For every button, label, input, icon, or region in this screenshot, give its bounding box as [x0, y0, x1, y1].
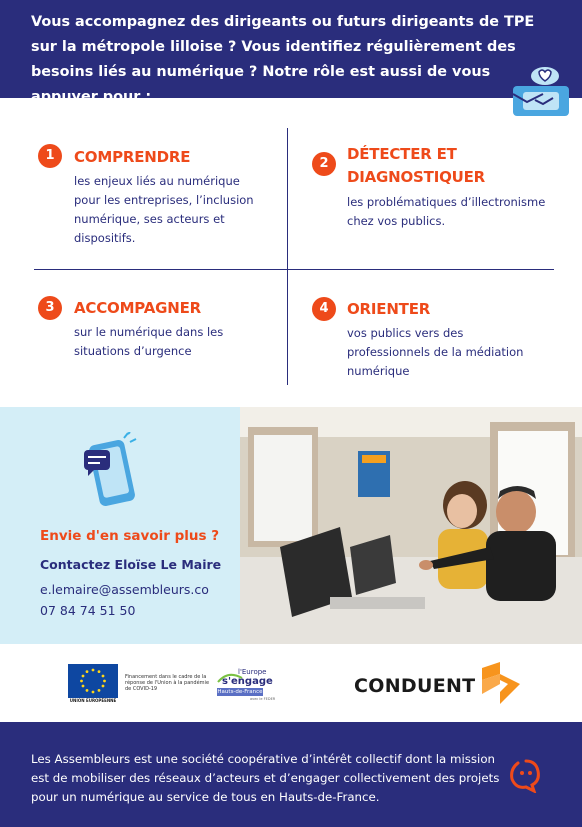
- step-title: ACCOMPAGNER: [74, 299, 201, 317]
- smartphone-chat-icon: [78, 432, 148, 512]
- engage-mid-text: s'engage: [222, 676, 273, 687]
- eu-flag-logo: [68, 664, 118, 698]
- eu-funding-text: Financement dans le cadre de la réponse de l'Union à la pandémie de COVID-19: [125, 674, 210, 692]
- step-text: vos publics vers des professionnels de la médiation numérique: [347, 326, 524, 378]
- office-photo: [240, 407, 582, 644]
- intro-text: Vous accompagnez des dirigeants ou futurs dirigeants de TPE sur la métropole lilloise ? Vous identifiez régulièrement des besoins liés au numérique ? Notre rôle est aussi de vous appuyer pour :: [31, 14, 535, 105]
- engage-top-text: l'Europe: [238, 668, 267, 676]
- step-title-line1: DÉTECTER ET: [347, 145, 457, 163]
- step-text: les problématiques d’illectronisme chez vos publics.: [347, 195, 546, 228]
- eu-label: UNION EUROPÉENNE: [69, 698, 117, 703]
- engage-feder-text: avec le FEDER: [250, 697, 276, 701]
- step-title-line2: DIAGNOSTIQUER: [347, 168, 486, 186]
- contact-email-link[interactable]: e.lemaire@assembleurs.co: [40, 582, 209, 597]
- step-number-badge: 4: [312, 297, 336, 321]
- footer-text: Les Assembleurs est une société coopérative d’intérêt collectif dont la mission est de mobiliser des réseaux d’acteurs et d’engager collectivement des projets pour un numérique au service de tous en Hauts-de-France.: [31, 752, 500, 804]
- conduent-wordmark: CONDUENT: [354, 675, 476, 697]
- grid-horizontal-divider: [34, 269, 554, 270]
- grid-vertical-divider: [287, 128, 288, 385]
- step-number-badge: 1: [38, 144, 62, 168]
- step-text: sur le numérique dans les situations d’urgence: [74, 325, 224, 358]
- contact-heading: Envie d'en savoir plus ?: [40, 528, 220, 544]
- contact-phone[interactable]: 07 84 74 51 50: [40, 603, 136, 618]
- handshake-illustration-icon: [505, 64, 575, 122]
- contact-name: Contactez Eloïse Le Maire: [40, 557, 222, 572]
- step-title: COMPRENDRE: [74, 148, 191, 166]
- step-text: les enjeux liés au numérique pour les entreprises, l’inclusion numérique, ses acteurs et dispositifs.: [74, 174, 254, 245]
- step-number-badge: 3: [38, 296, 62, 320]
- step-number-badge: 2: [312, 152, 336, 176]
- step-title: ORIENTER: [347, 300, 431, 318]
- assembleurs-logo-icon: [508, 757, 544, 793]
- engage-region-text: Hauts-de-France: [217, 689, 263, 695]
- conduent-logo-icon: [478, 660, 524, 706]
